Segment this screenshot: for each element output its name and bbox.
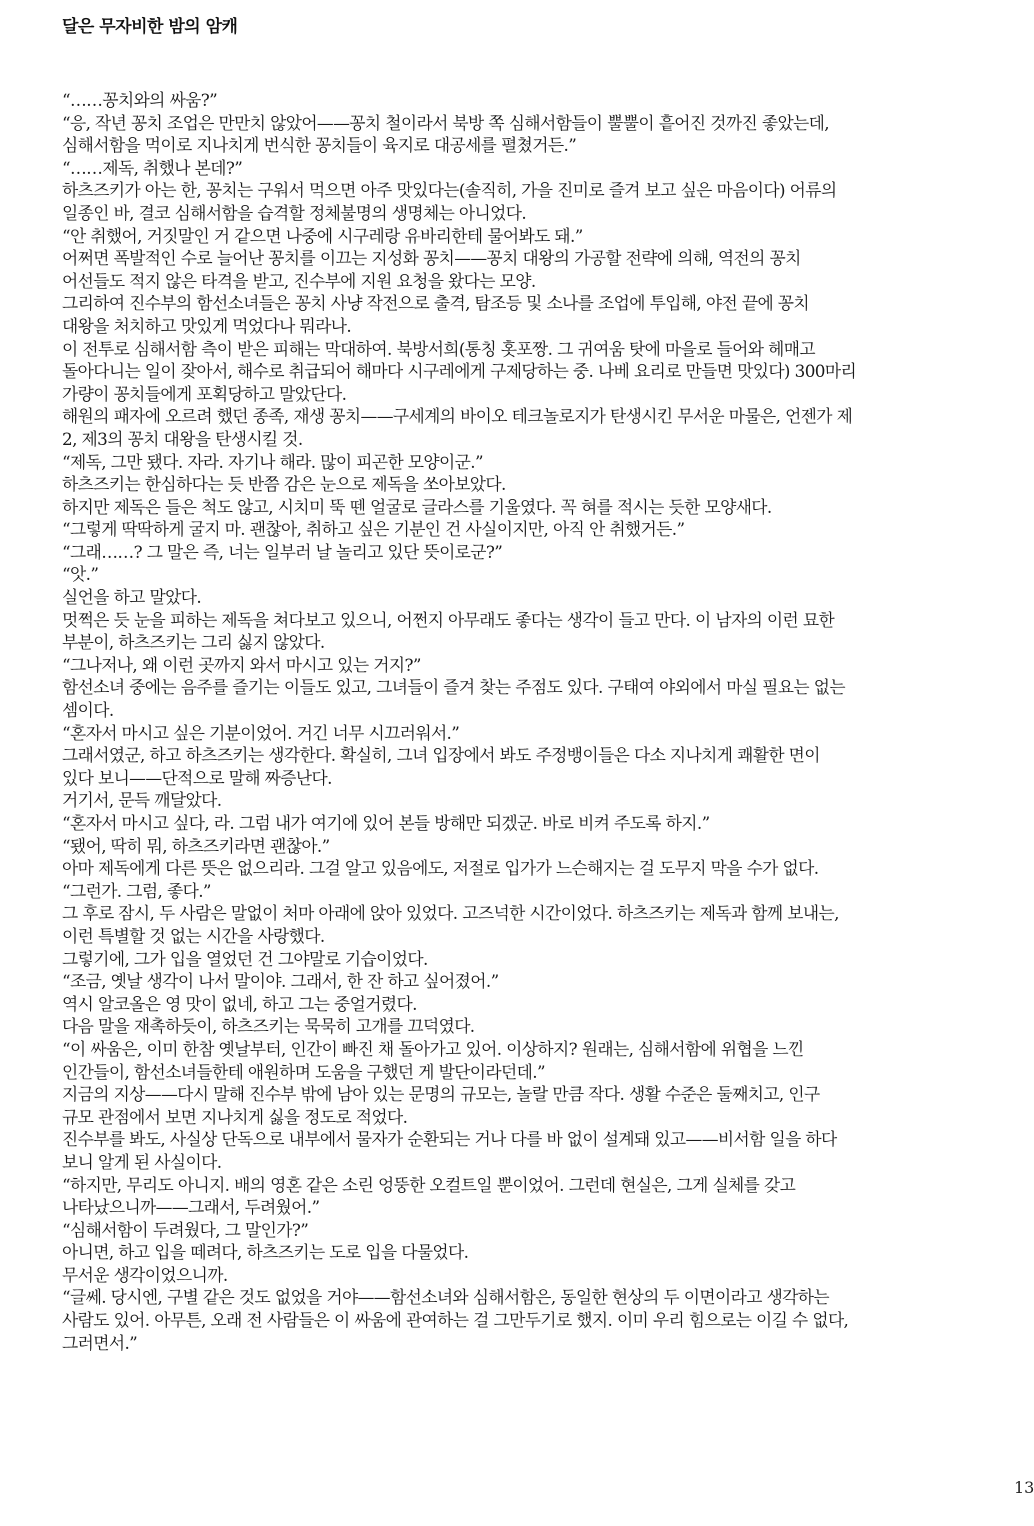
text-line: 인간들이, 함선소녀들한테 애원하며 도움을 구했던 게 발단이라던데.” [62, 1061, 545, 1082]
running-header-title: 달은 무자비한 밤의 암캐 [62, 17, 238, 37]
text-line: “응, 작년 꽁치 조업은 만만치 않았어——꽁치 철이라서 북방 쪽 심해서함들이 뿔뿔이 흩어진 것까진 좋았는데, [62, 112, 830, 133]
text-line: “혼자서 마시고 싶다, 라. 그럼 내가 여기에 있어 본들 방해만 되겠군. 바로 비켜 주도록 하지.” [62, 813, 710, 833]
text-line: “……꽁치와의 싸움?” [62, 90, 218, 110]
text-line: 멋쩍은 듯 눈을 피하는 제독을 쳐다보고 있으니, 어쩐지 아무래도 좋다는 생각이 들고 만다. 이 남자의 이런 묘한 [62, 609, 835, 630]
text-line: 셈이다. [62, 700, 114, 721]
text-line: “제독, 그만 됐다. 자라. 자기나 해라. 많이 피곤한 모양이군.” [62, 451, 483, 472]
text-line: 다음 말을 재촉하듯이, 하츠즈키는 묵묵히 고개를 끄덕였다. [62, 1016, 475, 1037]
text-line: 그러면서.” [62, 1332, 138, 1353]
text-line: 보니 알게 된 사실이다. [62, 1151, 222, 1172]
text-line: 하츠즈키는 한심하다는 듯 반쯤 감은 눈으로 제독을 쏘아보았다. [62, 474, 506, 495]
text-line: “하지만, 무리도 아니지. 배의 영혼 같은 소린 엉뚱한 오컬트일 뿐이었어. 그런데 현실은, 그게 실체를 갖고 [62, 1174, 796, 1195]
text-line: 아마 제독에게 다른 뜻은 없으리라. 그걸 알고 있음에도, 저절로 입가가 느슨해지는 걸 도무지 막을 수가 없다. [62, 858, 819, 879]
text-line: 있다 보니——단적으로 말해 짜증난다. [62, 767, 332, 788]
text-line: “그런가. 그럼, 좋다.” [62, 880, 211, 901]
text-line: 거기서, 문득 깨달았다. [62, 790, 222, 811]
body-text [62, 89, 1007, 1354]
text-line: 돌아다니는 일이 잦아서, 해수로 취급되어 해마다 시구레에게 구제당하는 중. 나베 요리로 만들면 맛있다) 300마리 [62, 361, 857, 382]
text-line: 가량이 꽁치들에게 포획당하고 말았단다. [62, 383, 347, 404]
text-line: 부분이, 하츠즈키는 그리 싫지 않았다. [62, 632, 325, 653]
text-line: 일종인 바, 결코 심해서함을 습격할 정체불명의 생명체는 아니었다. [62, 202, 527, 223]
text-line: “……제독, 취했나 본데?” [62, 157, 243, 178]
text-line: 이 전투로 심해서함 측이 받은 피해는 막대하여. 북방서희(통칭 홋포짱. 그 귀여움 탓에 마을로 들어와 헤매고 [62, 338, 815, 359]
text-line: 역시 알코올은 영 맛이 없네, 하고 그는 중얼거렸다. [62, 993, 417, 1014]
text-line: 그렇기에, 그가 입을 열었던 건 그야말로 기습이었다. [62, 948, 428, 969]
text-line: “글쎄. 당시엔, 구별 같은 것도 없었을 거야——함선소녀와 심해서함은, 동일한 현상의 두 이면이라고 생각하는 [62, 1287, 830, 1308]
text-line: 그래서였군, 하고 하츠즈키는 생각한다. 확실히, 그녀 입장에서 봐도 주정뱅이들은 다소 지나치게 쾌활한 면이 [62, 745, 820, 766]
text-line: 규모 관점에서 보면 지나치게 싫을 정도로 적었다. [62, 1106, 408, 1127]
text-line: 해원의 패자에 오르려 했던 종족, 재생 꽁치——구세계의 바이오 테크놀로지가 탄생시킨 무서운 마물은, 언젠가 제 [62, 406, 853, 427]
text-line: “앗.” [62, 564, 99, 585]
text-line: 나타났으니까——그래서, 두려웠어.” [62, 1197, 320, 1218]
text-line: “심해서함이 두려웠다, 그 말인가?” [62, 1219, 309, 1240]
text-line: 대왕을 처치하고 맛있게 먹었다나 뭐라나. [62, 315, 352, 336]
text-line: 이런 특별할 것 없는 시간을 사랑했다. [62, 925, 325, 946]
text-line: 아니면, 하고 입을 떼려다, 하츠즈키는 도로 입을 다물었다. [62, 1242, 469, 1263]
text-line: 어쩌면 폭발적인 수로 늘어난 꽁치를 이끄는 지성화 꽁치——꽁치 대왕의 가공할 전략에 의해, 역전의 꽁치 [62, 248, 801, 269]
page-number: 13 [1014, 1478, 1034, 1497]
text-line: 그 후로 잠시, 두 사람은 말없이 처마 아래에 앉아 있었다. 고즈넉한 시간이었다. 하츠즈키는 제독과 함께 보내는, [62, 903, 839, 924]
text-line: “그래……? 그 말은 즉, 너는 일부러 날 놀리고 있단 뜻이로군?” [62, 541, 503, 562]
text-line: 하츠즈키가 아는 한, 꽁치는 구워서 먹으면 아주 맛있다는(솔직히, 가을 진미로 즐겨 보고 싶은 마음이다) 어류의 [62, 180, 837, 201]
text-line: 하지만 제독은 들은 척도 않고, 시치미 뚝 뗀 얼굴로 글라스를 기울였다. 꼭 혀를 적시는 듯한 모양새다. [62, 496, 772, 517]
text-line: 어선들도 적지 않은 타격을 받고, 진수부에 지원 요청을 왔다는 모양. [62, 270, 536, 291]
text-line: 진수부를 봐도, 사실상 단독으로 내부에서 물자가 순환되는 거나 다를 바 없이 설계돼 있고——비서함 일을 하다 [62, 1129, 837, 1150]
text-line: 그리하여 진수부의 함선소녀들은 꽁치 사냥 작전으로 출격, 탐조등 및 소나를 조업에 투입해, 야전 끝에 꽁치 [62, 293, 810, 314]
text-line: “혼자서 마시고 싶은 기분이었어. 거긴 너무 시끄러워서.” [62, 722, 460, 743]
text-line: 심해서함을 먹이로 지나치게 번식한 꽁치들이 육지로 대공세를 펼쳤거든.” [62, 135, 577, 156]
text-line: 무서운 생각이었으니까. [62, 1264, 228, 1285]
text-line: “그렇게 딱딱하게 굴지 마. 괜찮아, 취하고 싶은 기분인 건 사실이지만, 아직 안 취했거든.” [62, 519, 685, 540]
text-line: “안 취했어, 거짓말인 거 같으면 나중에 시구레랑 유바리한테 물어봐도 돼.” [62, 225, 583, 246]
text-line: 실언을 하고 말았다. [62, 587, 202, 608]
text-line: 함선소녀 중에는 음주를 즐기는 이들도 있고, 그녀들이 즐겨 찾는 주점도 있다. 구태여 야외에서 마실 필요는 없는 [62, 677, 845, 698]
text-line: “조금, 옛날 생각이 나서 말이야. 그래서, 한 잔 하고 싶어졌어.” [62, 971, 499, 992]
text-line: 2, 제3의 꽁치 대왕을 탄생시킬 것. [62, 428, 303, 449]
text-line: “이 싸움은, 이미 한참 옛날부터, 인간이 빠진 채 돌아가고 있어. 이상하지? 원래는, 심해서함에 위협을 느낀 [62, 1038, 804, 1059]
text-line: “됐어, 딱히 뭐, 하츠즈키라면 괜찮아.” [62, 835, 330, 856]
text-line: 지금의 지상——다시 말해 진수부 밖에 남아 있는 문명의 규모는, 놀랄 만큼 작다. 생활 수준은 둘째치고, 인구 [62, 1084, 820, 1105]
text-line: “그나저나, 왜 이런 곳까지 와서 마시고 있는 거지?” [62, 654, 421, 675]
text-line: 사람도 있어. 아무튼, 오래 전 사람들은 이 싸움에 관여하는 걸 그만두기로 했지. 이미 우리 힘으로는 이길 수 없다, [62, 1310, 849, 1331]
